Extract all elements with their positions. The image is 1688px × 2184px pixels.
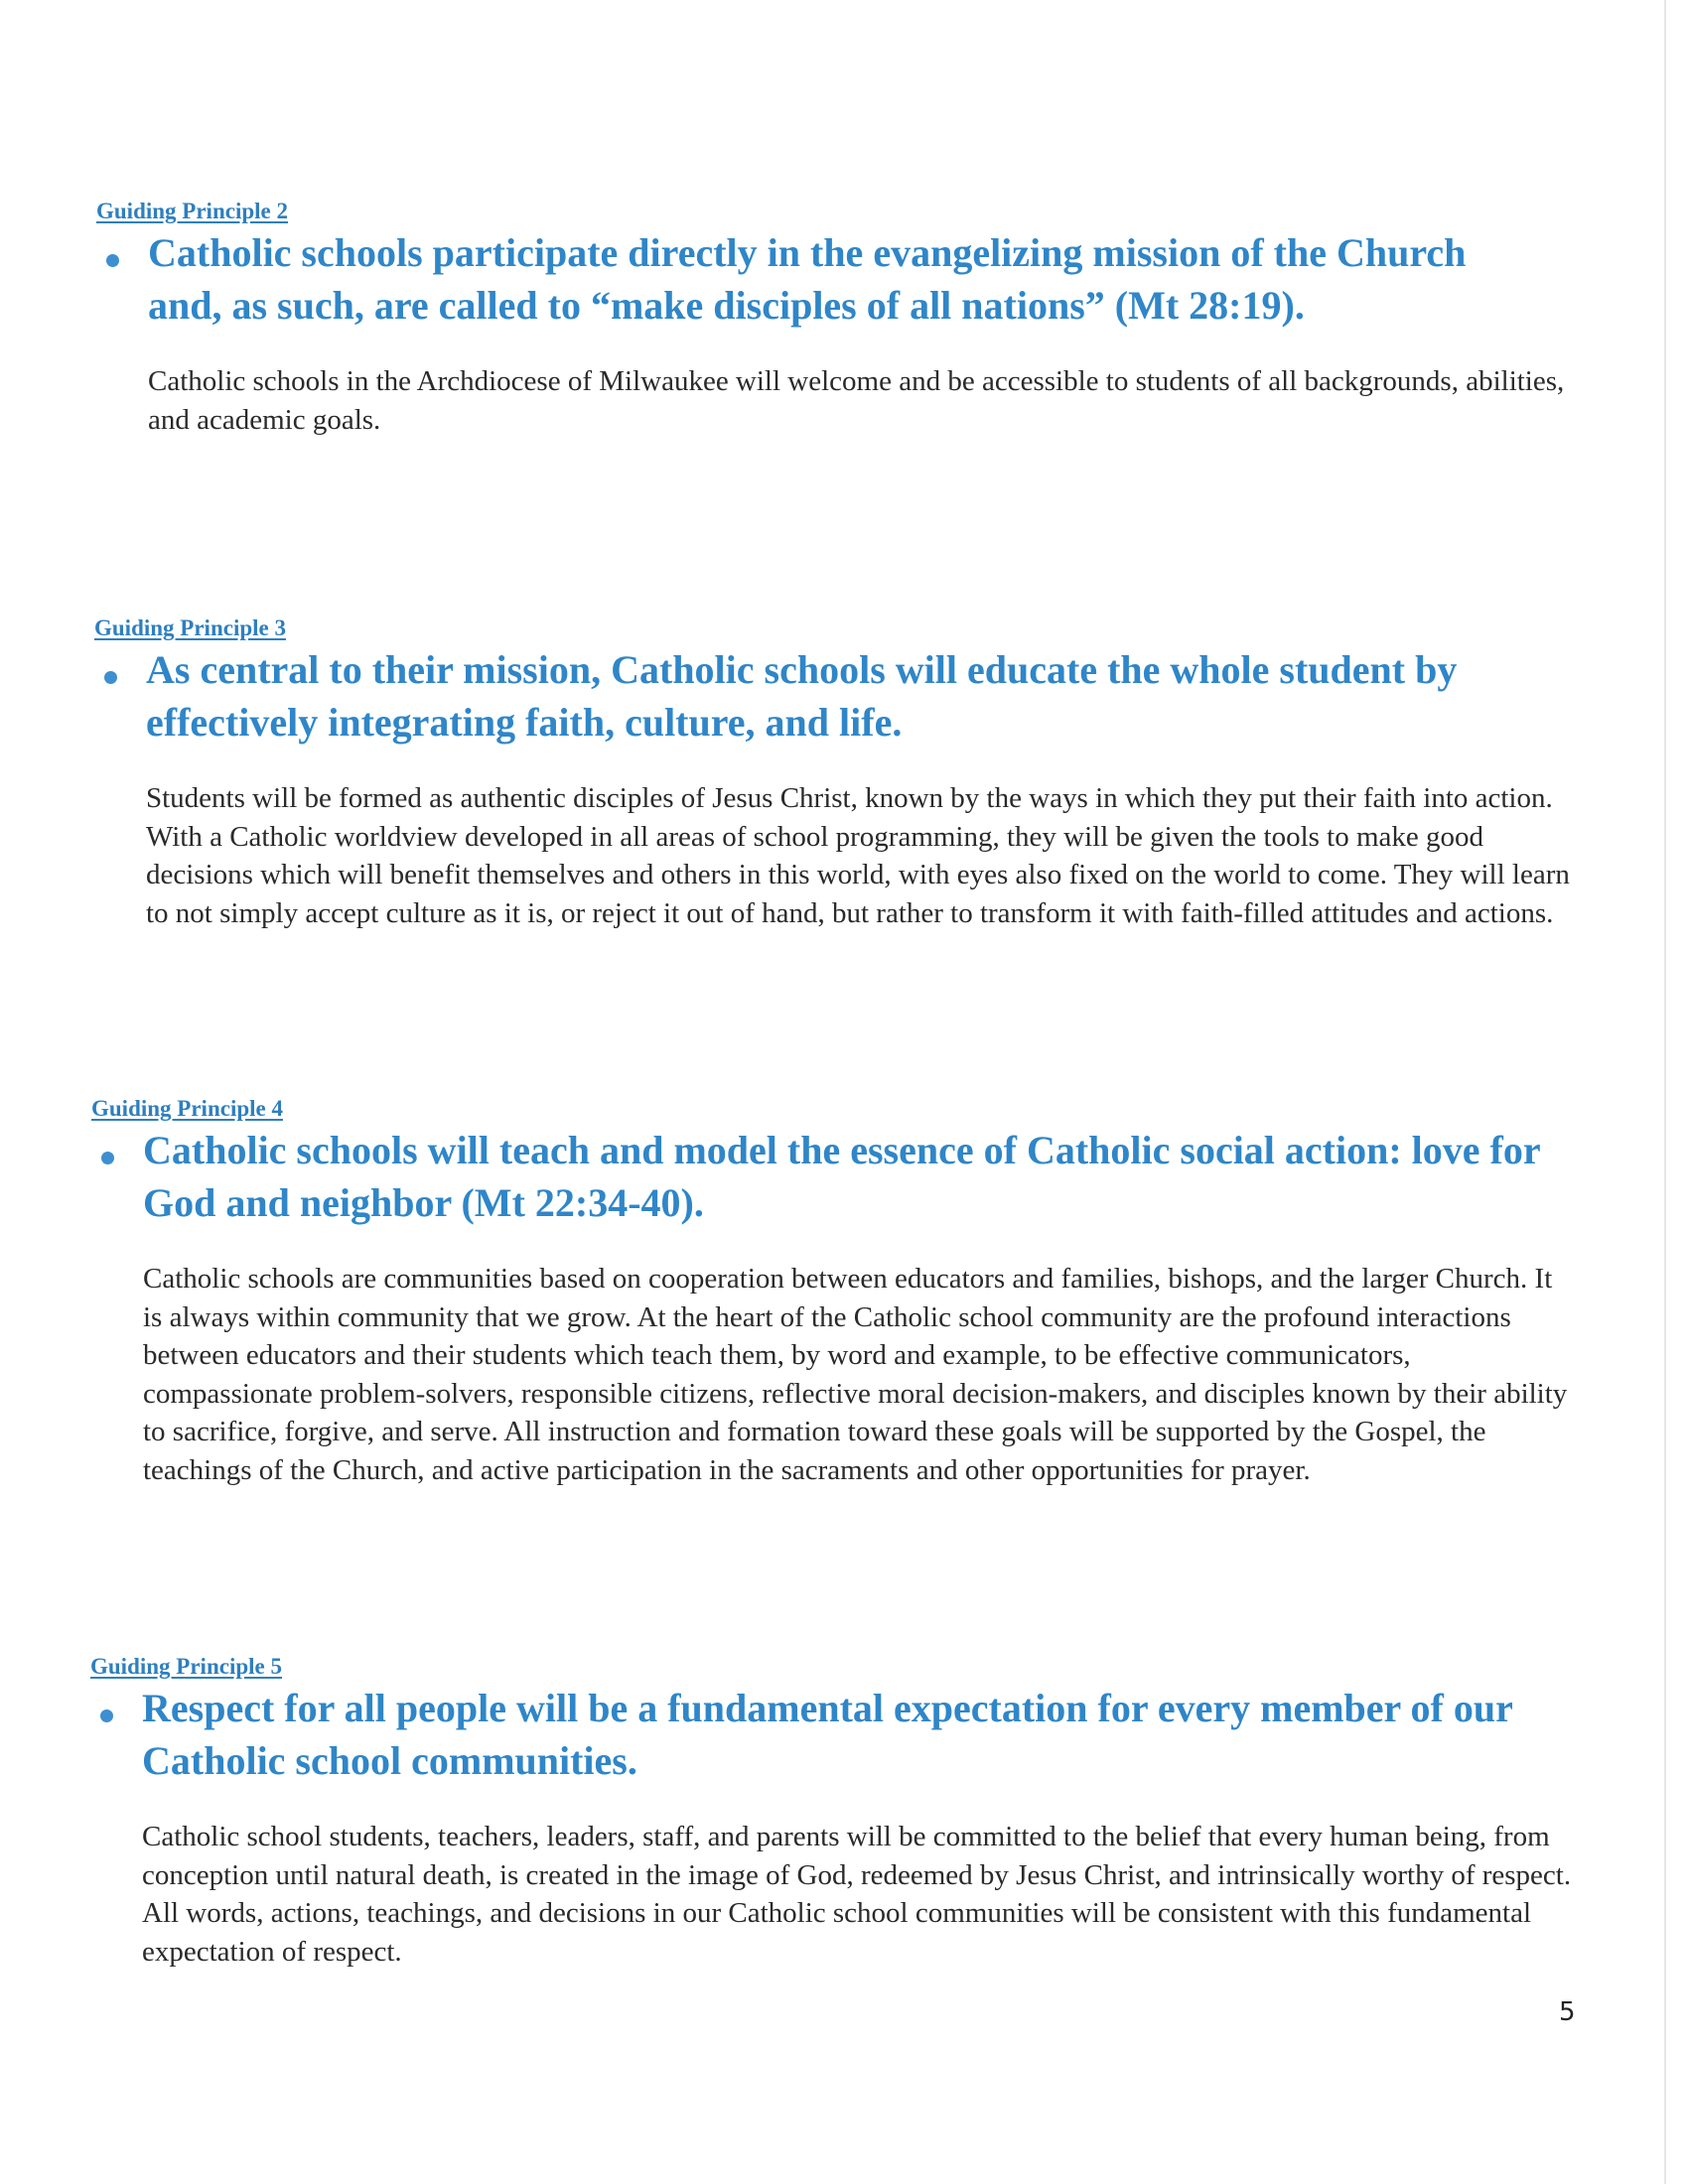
principle-heading [91,1124,1581,1229]
principle-label: Guiding Principle 3 [94,615,286,640]
guiding-principle-2 [96,199,1586,439]
principle-heading [90,1682,1580,1787]
principle-body: Catholic schools in the Archdiocese of Milwaukee will welcome and be accessible to students of all backgrounds, abilities, and academic goals. [148,365,1565,436]
guiding-principle-3 [94,615,1584,932]
principle-body: Catholic schools are communities based on cooperation between educators and families, bishops, and the larger Church. It is always within community that we grow. At the heart of the Catholic school community are the profound interactions between educators and their students which teach them, by word and example, to be effective communicators, compassionate problem-solvers, responsible citizens, reflective moral decision-makers, and disciples known by their ability to sacrifice, forgive, and serve. All instruction and formation toward these goals will be supported by the Gospel, the teachings of the Church, and active participation in the sacraments and other opportunities for prayer. [143,1263,1568,1486]
scan-edge-line [1664,0,1666,2184]
principle-title: Catholic schools will teach and model the essence of Catholic social action: love for God and neighbor (Mt 22:34-40). [143,1128,1540,1225]
principle-label: Guiding Principle 5 [90,1654,282,1679]
principle-label: Guiding Principle 2 [96,199,288,223]
bullet-icon [100,1709,113,1722]
principle-heading [96,226,1586,332]
principle-title: Respect for all people will be a fundamental expectation for every member of our Catholic school communities. [142,1686,1513,1783]
guiding-principle-4 [91,1096,1581,1489]
principle-body: Catholic school students, teachers, leaders, staff, and parents will be committed to the belief that every human being, from conception until natural death, is created in the image of God, redeemed by Jesus Christ, and intrinsically worthy of respect. All words, actions, teachings, and decisions in our Catholic school communities will be consistent with this fundamental expectation of respect. [142,1821,1572,1968]
principle-heading [94,643,1584,749]
page-number: 5 [1559,1997,1576,2027]
principle-title: As central to their mission, Catholic schools will educate the whole student by effectively integrating faith, culture, and life. [146,647,1458,745]
principle-label: Guiding Principle 4 [91,1096,283,1121]
guiding-principle-5 [90,1654,1580,1971]
principle-title: Catholic schools participate directly in the evangelizing mission of the Church and, as such, are called to “make disciples of all nations” (Mt 28:19). [148,230,1467,328]
bullet-icon [101,1152,114,1164]
bullet-icon [106,254,119,267]
bullet-icon [104,671,117,684]
principle-body: Students will be formed as authentic disciples of Jesus Christ, known by the ways in which they put their faith into action. With a Catholic worldview developed in all areas of school programming, they will be given the tools to make good decisions which will benefit themselves and others in this world, with eyes also fixed on the world to come. They will learn to not simply accept culture as it is, or reject it out of hand, but rather to transform it with faith-filled attitudes and actions. [146,782,1570,929]
